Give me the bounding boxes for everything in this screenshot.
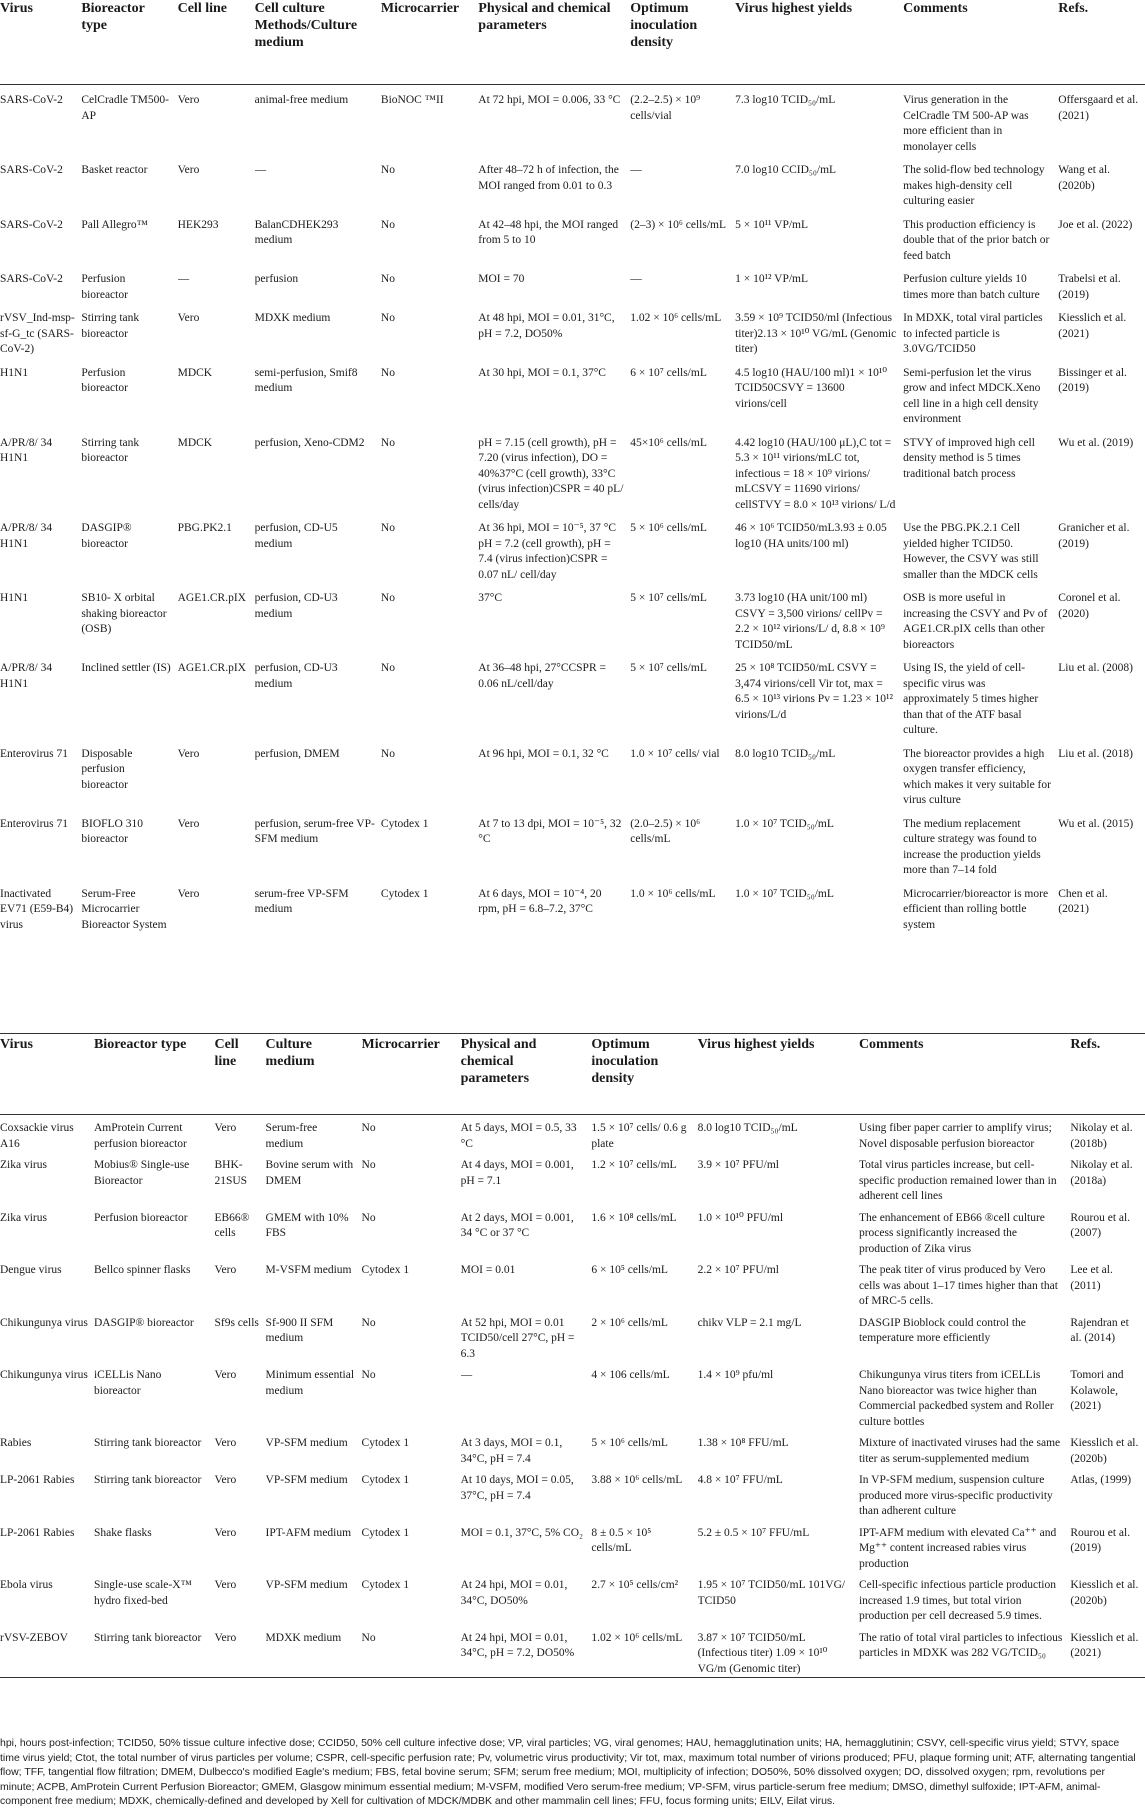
table-cell: SB10- X orbital shaking bioreactor (OSB) [81,592,167,635]
table-cell: Stirring tank bioreactor [94,1625,215,1678]
table-cell: Bissinger et al. (2019) [1058,366,1127,394]
table-row [0,583,1145,653]
table-cell: No [361,1211,376,1224]
table-cell: 1.4 × 10⁹ pfu/ml [697,1369,774,1381]
table-cell: Vero [177,747,200,760]
table-cell: SARS-CoV-2 [0,273,63,285]
table-cell: At 48 hpi, MOI = 0.01, 31°C, pH = 7.2, DO50% [478,312,615,340]
table-cell: The ratio of total viral particles to infectious particles in MDXK was 282 VG/TCID₅₀ [859,1625,1070,1678]
table-cell: MOI = 70 [478,273,525,285]
table-cell: Total virus particles increase, but cell-specific production remained lower than in adherent cell lines [858,1159,1057,1202]
column-header: Cell line [177,1,227,16]
table-cell: 5 × 10⁶ cells/mL [630,522,707,534]
table-cell: SARS-CoV-2 [0,218,63,231]
column-header: Cell line [214,1037,239,1069]
table-cell: H1N1 [0,366,29,379]
table-cell: — [460,1369,473,1381]
table-cell: Chikungunya virus [0,1316,88,1329]
table-cell: Using IS, the yield of cell-specific virus was approximately 5 times higher than that of the ATF basal culture. [903,662,1039,736]
table-cell: At 36 hpi, MOI = 10⁻⁵, 37 °C pH = 7.2 (cell growth), pH = 7.4 (virus infection)CSPR = 0.07 nL/ cell/day [478,522,617,581]
table-cell: SARS-CoV-2 [0,85,81,156]
table-cell: Enterovirus 71 [0,747,69,760]
table-cell: (2–3) × 10⁶ cells/mL [630,218,727,231]
table-cell: 3.59 × 10⁹ TCID50/ml (Infectious titer)2.13 × 10¹⁰ VG/mL (Genomic titer) [735,312,897,355]
table-cell: In VP-SFM medium, suspension culture produced more virus-specific productivity than adherent culture [858,1474,1053,1517]
table-row [0,155,1145,210]
table-cell: No [380,522,395,534]
table2-header-row [0,1034,1145,1115]
table-cell: Wu et al. (2019) [1058,436,1134,449]
column-header: Culture medium [265,1037,315,1069]
table-cell: Wang et al. (2020b) [1058,164,1111,192]
table-cell: Stirring tank bioreactor [93,1474,202,1486]
table-row [0,739,1145,809]
table-cell: Zika virus [0,1211,47,1224]
table-cell: 7.0 log10 CCID₅₀/mL [735,164,837,176]
table-cell: At 52 hpi, MOI = 0.01 TCID50/cell 27°C, pH = 6.3 [460,1316,575,1360]
table-row [0,879,1145,934]
table-cell: Nikolay et al. (2018b) [1070,1115,1145,1153]
table-cell: No [380,164,395,176]
table-cell: 1.2 × 10⁷ cells/mL [591,1159,677,1171]
table-cell: Joe et al. (2022) [1058,218,1133,231]
table-cell: Shake flasks [93,1526,152,1539]
table-cell: Granicher et al. (2019) [1058,522,1130,550]
table-cell: The peak titer of virus produced by Vero cells was about 1–17 times higher than that of MRC-5 cells. [858,1264,1058,1307]
table-cell: VP-SFM medium [265,1579,348,1591]
table-cell: 25 × 10⁸ TCID50/mL CSVY = 3,474 virions/cell Vir tot, max = 6.5 × 10¹³ virions Pv = 1.23 × 10¹² virions/L/d [735,662,893,721]
column-header: Microcarrier [380,1,460,16]
table-cell: In MDXK, total viral particles to infected particle is 3.0VG/TCID50 [903,312,1043,355]
table-cell: At 72 hpi, MOI = 0.006, 33 °C [478,85,630,156]
table-cell: Semi-perfusion let the virus grow and infect MDCK.Xeno cell line in a high cell density environment [903,366,1041,425]
table-cell: Vero [177,817,200,830]
table-cell: Cytodex 1 [361,1579,410,1591]
column-header: Bioreactor type [93,1037,187,1052]
table-cell: At 2 days, MOI = 0.001, 34 °C or 37 °C [460,1211,574,1239]
table-cell: rVSV_Ind-msp-sf-G_tc (SARS-CoV-2) [0,312,75,355]
table-cell: Rourou et al. (2019) [1070,1526,1131,1554]
table-cell: Mixture of inactivated viruses had the same titer as serum-supplemented medium [858,1437,1061,1465]
table-cell: 1.02 × 10⁶ cells/mL [591,1625,697,1678]
table-cell: A/PR/8/ 34 H1N1 [0,436,53,464]
table-row [0,513,1145,583]
table-cell: — [177,273,190,285]
table-cell: Vero [177,312,200,324]
table-cell: OSB is more useful in increasing the CSVY and Pv of AGE1.CR.pIX cells than other bioreactors [903,592,1048,651]
table-cell: 45×10⁶ cells/mL [630,436,707,449]
table-cell: No [380,747,395,760]
table-cell: Offersgaard et al. (2021) [1058,85,1145,156]
table-cell: Coronel et al. (2020) [1058,592,1121,620]
table-cell: perfusion, DMEM [254,747,340,760]
table-cell: AmProtein Current perfusion bioreactor [94,1115,215,1153]
table-cell: A/PR/8/ 34 H1N1 [0,522,53,550]
table-cell: A/PR/8/ 34 H1N1 [0,662,53,690]
table-cell: No [380,366,395,379]
table-cell: At 96 hpi, MOI = 0.1, 32 °C [478,747,609,760]
table-cell: MOI = 0.1, 37°C, 5% CO₂ [460,1526,584,1539]
table-row [0,1310,1145,1363]
table-cell: At 6 days, MOI = 10⁻⁴, 20 rpm, pH = 6.8–7.2, 37°C [478,887,602,915]
table-cell: Cytodex 1 [361,1437,410,1449]
table-cell: Lee et al. (2011) [1070,1264,1113,1292]
table-cell: Vero [214,1437,237,1449]
table-cell: Cytodex 1 [380,817,429,830]
table-cell: EB66® cells [214,1211,250,1239]
table-cell: Cytodex 1 [361,1264,410,1276]
table-cell: Vero [177,887,200,900]
table-cell: Vero [214,1369,237,1381]
table-cell: This production efficiency is double that of the prior batch or feed batch [903,218,1050,262]
column-header: Physical and chemical parameters [460,1037,537,1086]
table-cell: The solid-flow bed technology makes high-density cell culturing easier [903,164,1045,207]
table-cell: Bellco spinner flasks [93,1264,191,1276]
table-cell: 1.0 × 10⁷ TCID₅₀/mL [735,887,834,900]
table-cell: Serum-free medium [266,1115,362,1153]
table-cell: perfusion [254,273,299,285]
table-cell: 46 × 10⁶ TCID50/mL3.93 ± 0.05 log10 (HA units/100 ml) [735,522,887,550]
table-cell: 1.95 × 10⁷ TCID50/mL 101VG/ TCID50 [697,1579,846,1607]
table-cell: Kiesslich et al. (2021) [1058,312,1127,340]
table-cell: No [361,1369,376,1381]
table-cell: At 42–48 hpi, the MOI ranged from 5 to 10 [478,218,619,246]
table-cell: 3.87 × 10⁷ TCID50/mL (Infectious titer) 1.09 × 10¹⁰ VG/m (Genomic titer) [698,1625,859,1678]
table-cell: Basket reactor [81,164,148,176]
table-cell: 4.5 log10 (HAU/100 ml)1 × 10¹⁰ TCID50CSVY = 13600 virions/cell [735,366,887,410]
table-cell: Perfusion bioreactor [81,366,128,394]
table-cell: No [361,1159,376,1171]
column-header: Virus [0,1037,33,1052]
table-cell: 1.0 × 10⁷ TCID₅₀/mL [735,817,834,830]
table-cell: Kiesslich et al. (2021) [1070,1625,1145,1678]
table-cell: MOI = 0.01 [460,1264,516,1276]
table-cell: 3.73 log10 (HA unit/100 ml) CSVY = 3,500 virions/ cellPv = 2.2 × 10¹² virions/L/ d, 8.8 × 10⁹ TCID50/mL [735,592,885,651]
column-header: Cell culture Methods/Culture medium [254,1,358,50]
table-cell: At 24 hpi, MOI = 0.01, 34°C, pH = 7.2, DO50% [461,1625,592,1678]
table-cell: 4 × 106 cells/mL [591,1369,670,1381]
table-cell: 5.2 ± 0.5 × 10⁷ FFU/mL [697,1526,810,1539]
table-cell: Perfusion bioreactor [81,273,128,301]
table-cell: 1.5 × 10⁷ cells/ 0.6 g plate [591,1115,697,1153]
table-cell: Nikolay et al. (2018a) [1070,1159,1133,1187]
table-cell: 1.38 × 10⁸ FFU/mL [697,1437,789,1449]
table-cell: MDCK [177,436,213,449]
table-cell: The enhancement of EB66 ®cell culture process significantly increased the production of Zika virus [858,1211,1045,1255]
table-cell: At 36–48 hpi, 27°CCSPR = 0.06 nL/cell/day [478,662,606,690]
table-cell: No [380,662,395,674]
table-cell: Enterovirus 71 [0,817,69,830]
table-cell: Liu et al. (2008) [1058,662,1133,674]
table-cell: Single-use scale-X™ hydro fixed-bed [93,1579,192,1607]
table-cell: Bovine serum with DMEM [265,1159,354,1187]
table-cell: LP-2061 Rabies [0,1526,75,1539]
table-cell: 1.0 × 10⁷ cells/ vial [630,747,720,760]
table-cell: 4.8 × 10⁷ FFU/mL [697,1474,783,1486]
table-cell: Rourou et al. (2007) [1070,1211,1131,1239]
table-cell: DASGIP Bioblock could control the temperature more efficiently [858,1316,1026,1344]
table-cell: 1.6 × 10⁸ cells/mL [591,1211,677,1224]
table-cell: IPT-AFM medium [265,1526,352,1539]
table-cell: The medium replacement culture strategy was found to increase the production yields more than 7–14 fold [903,817,1041,876]
table-cell: No [362,1625,461,1678]
table-cell: 8.0 log10 TCID₅₀/mL [735,747,836,760]
table-cell: After 48–72 h of infection, the MOI ranged from 0.01 to 0.3 [478,164,619,192]
table-cell: Vero [178,85,255,156]
table-cell: Rajendran et al. (2014) [1070,1316,1129,1344]
table-cell: 1 × 10¹² VP/mL [735,273,809,285]
table-cell: perfusion, CD-U3 medium [254,662,338,690]
table-cell: Chen et al. (2021) [1058,887,1108,915]
table-cell: 6 × 10⁷ cells/mL [630,366,707,379]
table-cell: pH = 7.15 (cell growth), pH = 7.20 (virus infection), DO = 40%37°C (cell growth), 33°C (virus infection)CSPR = 40 pL/ cells/day [478,436,624,511]
table-cell: BioNOC ™II [381,85,478,156]
column-header: Bioreactor type [81,1,145,33]
table-cell: HEK293 [177,218,219,231]
table-cell: Sf9s cells [214,1316,259,1329]
table-cell: — [254,164,267,176]
table-cell: Stirring tank bioreactor [81,436,140,464]
table-cell: chikv VLP = 2.1 mg/L [697,1316,802,1329]
table-row [0,809,1145,879]
table-cell: BalanCDHEK293 medium [254,218,339,246]
table-cell: Wu et al. (2015) [1058,817,1134,830]
table-row [0,1467,1145,1520]
table-row [0,358,1145,428]
table-cell: perfusion, CD-U5 medium [254,522,338,550]
table-row [0,1362,1145,1430]
table-cell: Trabelsi et al. (2019) [1058,273,1121,301]
column-header: Virus highest yields [735,1,853,16]
bioreactor-table-part2 [0,1033,1145,1678]
table-cell: Vero [214,1579,237,1591]
table-cell: Vero [177,164,200,176]
table-cell: AGE1.CR.pIX [177,592,246,604]
table-cell: perfusion, serum-free VP-SFM medium [254,817,375,845]
table-cell: No [380,592,395,604]
table-cell: Chikungunya virus [0,1369,88,1381]
table-cell: Rabies [0,1437,32,1449]
table-cell: 2.7 × 10⁵ cells/cm² [591,1579,679,1591]
table-cell: Virus generation in the CelCradle TM 500-AP was more efficient than in monolayer cells [903,85,1058,156]
table-cell: Ebola virus [0,1579,53,1591]
table-cell: Cytodex 1 [361,1526,410,1539]
table-cell: 5 × 10¹¹ VP/mL [735,218,809,231]
table-cell: VP-SFM medium [265,1474,348,1486]
table-row [0,428,1145,514]
table-cell: At 5 days, MOI = 0.5, 33 °C [461,1115,592,1153]
table-cell: 1.0 × 10¹⁰ PFU/ml [697,1211,784,1224]
table-cell: perfusion, CD-U3 medium [254,592,338,620]
column-header: Virus [0,1,33,16]
table-row [0,1430,1145,1467]
table-cell: 5 × 10⁷ cells/mL [630,592,707,604]
table-cell: Vero [214,1526,237,1539]
table-cell: Vero [214,1264,237,1276]
column-header: Virus highest yields [697,1037,815,1052]
table-cell: 6 × 10⁵ cells/mL [591,1264,668,1276]
table-cell: Coxsackie virus A16 [0,1115,94,1153]
table-cell: Pall Allegro™ [81,218,148,231]
table-cell: Zika virus [0,1159,47,1171]
table-cell: Tomori and Kolawole, (2021) [1070,1369,1124,1412]
table-cell: 1.0 × 10⁶ cells/mL [630,887,716,900]
table-cell: GMEM with 10% FBS [265,1211,349,1239]
table-cell: Stirring tank bioreactor [81,312,140,340]
table1-header-row [0,0,1145,85]
table-cell: Kiesslich et al. (2020b) [1070,1437,1139,1465]
table-cell: animal-free medium [255,85,381,156]
table-cell: At 3 days, MOI = 0.1, 34°C, pH = 7.4 [460,1437,563,1465]
table-row [0,1257,1145,1310]
table-cell: CelCradle TM500-AP [81,85,177,156]
table-cell: No [380,273,395,285]
table-cell: 3.88 × 10⁶ cells/mL [591,1474,683,1486]
table-cell: Inactivated EV71 (E59-B4) virus [0,887,74,931]
table-cell: 2 × 10⁶ cells/mL [591,1316,668,1329]
table-row [0,210,1145,265]
table-row [0,1572,1145,1625]
table-cell: — [630,273,642,285]
table-cell: No [380,218,395,231]
column-header: Optimum inoculation density [630,1,698,50]
table-cell: 5 × 10⁷ cells/mL [630,662,707,674]
table-cell: semi-perfusion, Smif8 medium [254,366,358,394]
table-cell: At 30 hpi, MOI = 0.1, 37°C [478,366,606,379]
table-cell: Kiesslich et al. (2020b) [1070,1579,1139,1607]
table-row [0,264,1145,303]
table-cell: No [362,1115,461,1153]
table-row [0,303,1145,358]
table-cell: Microcarrier/bioreactor is more efficient than rolling bottle system [903,887,1049,931]
table-cell: 37°C [478,592,503,604]
table-cell: Sf-900 II SFM medium [265,1316,334,1344]
column-header: Comments [858,1037,924,1052]
table-cell: AGE1.CR.pIX [177,662,246,674]
table-cell: Using fiber paper carrier to amplify virus; Novel disposable perfusion bioreactor [859,1115,1070,1153]
table-cell: SARS-CoV-2 [0,164,63,176]
column-header: Refs. [1058,1,1089,16]
column-header: Optimum inoculation density [591,1037,659,1086]
table-cell: H1N1 [0,592,29,604]
table-cell: Perfusion culture yields 10 times more than batch culture [903,273,1040,301]
table-cell: 7.3 log10 TCID₅₀/mL [735,85,903,156]
table-cell: Cell-specific infectious particle production increased 1.9 times, but total virion production per cell decreased 5.9 times. [858,1579,1056,1622]
table-cell: Serum-Free Microcarrier Bioreactor System [81,887,167,931]
table-cell: Cytodex 1 [361,1474,410,1486]
table-cell: BHK-21SUS [214,1159,248,1187]
column-header: Refs. [1070,1037,1101,1052]
table-cell: BIOFLO 310 bioreactor [81,817,143,845]
table-cell: 5 × 10⁶ cells/mL [591,1437,668,1449]
table-cell: Minimum essential medium [265,1369,355,1397]
table-row [0,653,1145,739]
table-cell: 4.42 log10 (HAU/100 μL),C tot = 5.3 × 10¹¹ virions/mLC tot, infectious = 18 × 10⁹ virions/ mLCSVY = 11690 virions/ cellSTVY = 8.0 × 10¹³ virions/ L/d [735,436,896,511]
table-cell: LP-2061 Rabies [0,1474,75,1486]
table-cell: PBG.PK2.1 [177,522,232,534]
table-cell: VP-SFM medium [265,1437,348,1449]
table-cell: (2.0–2.5) × 10⁶ cells/mL [630,817,701,845]
table-row [0,1520,1145,1573]
table-cell: Liu et al. (2018) [1058,747,1133,760]
table-cell: Stirring tank bioreactor [93,1437,202,1449]
table-cell: 1.02 × 10⁶ cells/mL [630,312,722,324]
table-row [0,1152,1145,1205]
table-cell: Vero [214,1474,237,1486]
table-cell: Mobius® Single-use Bioreactor [93,1159,190,1187]
table-cell: 2.2 × 10⁷ PFU/ml [697,1264,779,1276]
table-cell: Use the PBG.PK.2.1 Cell yielded higher TCID50. However, the CSVY was still smaller than the MDCK cells [903,522,1039,581]
table-row [0,85,1145,156]
table-cell: Perfusion bioreactor [93,1211,188,1224]
table-cell: Atlas, (1999) [1070,1474,1132,1486]
table-cell: 8.0 log10 TCID₅₀/mL [698,1115,859,1153]
table-cell: Vero [214,1115,265,1153]
table-cell: At 7 to 13 dpi, MOI = 10⁻⁵, 32 °C [478,817,622,845]
table-cell: At 24 hpi, MOI = 0.01, 34°C, DO50% [460,1579,568,1607]
table-cell: Chikungunya virus titers from iCELLis Nano bioreactor was twice higher than Commercial packedbed system and Roller culture bottles [858,1369,1054,1428]
table-cell: serum-free VP-SFM medium [254,887,349,915]
table-cell: MDXK medium [266,1625,362,1678]
table-cell: The bioreactor provides a high oxygen transfer efficiency, which makes it very suitable for virus culture [903,747,1051,806]
table-cell: No [380,436,395,449]
table-cell: At 10 days, MOI = 0.05, 37°C, pH = 7.4 [460,1474,574,1502]
table-cell: DASGIP® bioreactor [93,1316,194,1329]
table-cell: Cytodex 1 [380,887,429,900]
table-cell: (2.2–2.5) × 10⁹ cells/vial [630,85,735,156]
column-header: Physical and chemical parameters [478,1,611,33]
table-cell: Dengue virus [0,1264,62,1276]
table-cell: IPT-AFM medium with elevated Ca⁺⁺ and Mg⁺⁺ content increased rabies virus production [858,1526,1057,1570]
table-cell: — [630,164,642,176]
table-cell: At 4 days, MOI = 0.001, pH = 7.1 [460,1159,574,1187]
table-cell: No [380,312,395,324]
table-cell: perfusion, Xeno-CDM2 [254,436,365,449]
table-cell: DASGIP® bioreactor [81,522,132,550]
table-row [0,1205,1145,1258]
table-cell: Inclined settler (IS) [81,662,171,674]
table-cell: iCELLis Nano bioreactor [93,1369,162,1397]
table-footnote: hpi, hours post-infection; TCID50, 50% tissue culture infective dose; CCID50, 50% cell culture infective dose; VP, viral particles; VG, viral genomes; HAU, hemagglutination units; HA, hemagglutinin; CSVY, cell-specific virus yield; STVY, space time virus yield; Ctot, the total number of virus particles per volume; CSPR, cell-specific perfusion rate; Pv, volumetric virus productivity; Vir tot, max, maximum total number of virions produced; PFU, plaque forming unit; ATF, alternating tangential flow; TFF, tangential flow filtration; DMEM, Dulbecco's modified Eagle's medium; FBS, fetal bovine serum; SFM; serum free medium; MOI, multiplicity of infection; DO50%, 50% dissolved oxygen; DO, dissolved oxygen; rpm, revolutions per minute; ACPB, AmProtein Current Perfusion Bioreactor; GMEM, Glasgow minimum essential medium; M-VSFM, modified Vero serum-free medium; VP-SFM, virus particle-serum free medium; DMSO, dimethyl sulfoxide; IPT-AFM, animal-component free medium; MDXK, chemically-defined and developed by Xell for cultivation of MDCK/MDBK and other mammalin cell lines; FFU, focus forming units; EILV, Eilat virus. [0,1737,1136,1807]
table-cell: STVY of improved high cell density method is 5 times traditional batch process [903,436,1035,480]
table-cell: rVSV-ZEBOV [0,1625,94,1678]
table-cell: No [361,1316,376,1329]
table-row [0,1625,1145,1678]
table-cell: 3.9 × 10⁷ PFU/ml [697,1159,779,1171]
table-cell: Disposable perfusion bioreactor [81,747,133,791]
table-cell: M-VSFM medium [265,1264,352,1276]
column-header: Comments [903,1,968,16]
table-cell: 8 ± 0.5 × 10⁵ cells/mL [591,1526,652,1554]
column-header: Microcarrier [361,1037,440,1052]
table-cell: MDCK [177,366,213,379]
table-cell: MDXK medium [254,312,331,324]
table-row [0,1115,1145,1153]
table-cell: Vero [214,1625,265,1678]
